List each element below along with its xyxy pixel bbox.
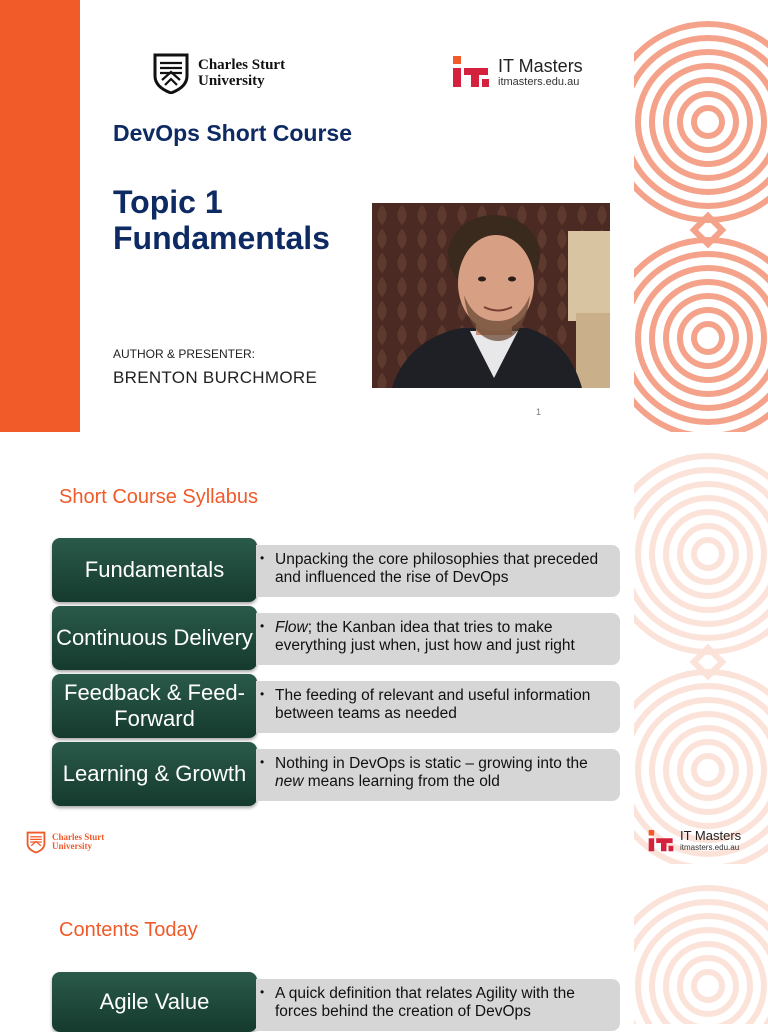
csu-shield-icon xyxy=(26,830,46,854)
contents-title: Contents Today xyxy=(59,919,198,941)
csu-shield-icon xyxy=(152,52,190,94)
university-name-line1: Charles Sturt xyxy=(198,57,286,73)
author-label: AUTHOR & PRESENTER: xyxy=(113,347,256,361)
contents-desc-agile-value: • A quick definition that relates Agility with the forces behind the creation of DevOps xyxy=(256,979,620,1031)
topic-line2: Fundamentals xyxy=(113,220,330,256)
topic-line1: Topic 1 xyxy=(113,184,223,220)
bullet-icon: • xyxy=(260,551,265,565)
page-number: 1 xyxy=(536,407,542,417)
footer-itm-logo xyxy=(648,829,741,852)
syllabus-label-continuous-delivery: Continuous Delivery xyxy=(52,606,257,670)
course-title: DevOps Short Course xyxy=(113,120,352,146)
syllabus-label-fundamentals: Fundamentals xyxy=(52,538,257,602)
footer-csu-logo xyxy=(26,830,104,854)
csu-logo xyxy=(152,52,285,94)
author-name: BRENTON BURCHMORE xyxy=(113,368,318,387)
bullet-icon: • xyxy=(260,687,265,701)
university-name-line2: University xyxy=(198,73,265,89)
syllabus-desc-fundamentals: • Unpacking the core philosophies that preceded and influenced the rise of DevOps xyxy=(256,545,620,597)
contents-label-agile-value: Agile Value xyxy=(52,972,257,1032)
itm-name: IT Masters xyxy=(498,56,583,76)
orange-side-bar xyxy=(0,0,80,432)
bullet-icon: • xyxy=(260,755,265,769)
syllabus-desc-continuous-delivery: • Flow; the Kanban idea that tries to make everything just when, just how and just right xyxy=(256,613,620,665)
bullet-icon: • xyxy=(260,619,265,633)
syllabus-desc-feedback: • The feeding of relevant and useful information between teams as needed xyxy=(256,681,620,733)
it-masters-mark-icon xyxy=(648,830,674,852)
syllabus-label-feedback: Feedback & Feed-Forward xyxy=(52,674,257,738)
footer-university-line2: University xyxy=(52,841,92,851)
decorative-pattern-middle xyxy=(634,432,768,864)
it-masters-logo xyxy=(452,56,583,88)
footer-university-line1: Charles Sturt xyxy=(52,832,105,842)
syllabus-desc-learning: • Nothing in DevOps is static – growing into the new means learning from the old xyxy=(256,749,620,801)
it-masters-mark-icon xyxy=(452,56,490,88)
syllabus-title: Short Course Syllabus xyxy=(59,486,258,508)
decorative-pattern-top xyxy=(634,0,768,432)
itm-url: itmasters.edu.au xyxy=(498,76,580,88)
syllabus-label-learning: Learning & Growth xyxy=(52,742,257,806)
presenter-photo xyxy=(372,203,610,388)
topic-title xyxy=(113,184,330,256)
decorative-pattern-bottom xyxy=(634,864,768,1024)
bullet-icon: • xyxy=(260,985,265,999)
footer-itm-name: IT Masters xyxy=(680,828,742,843)
footer-itm-url: itmasters.edu.au xyxy=(680,843,740,852)
